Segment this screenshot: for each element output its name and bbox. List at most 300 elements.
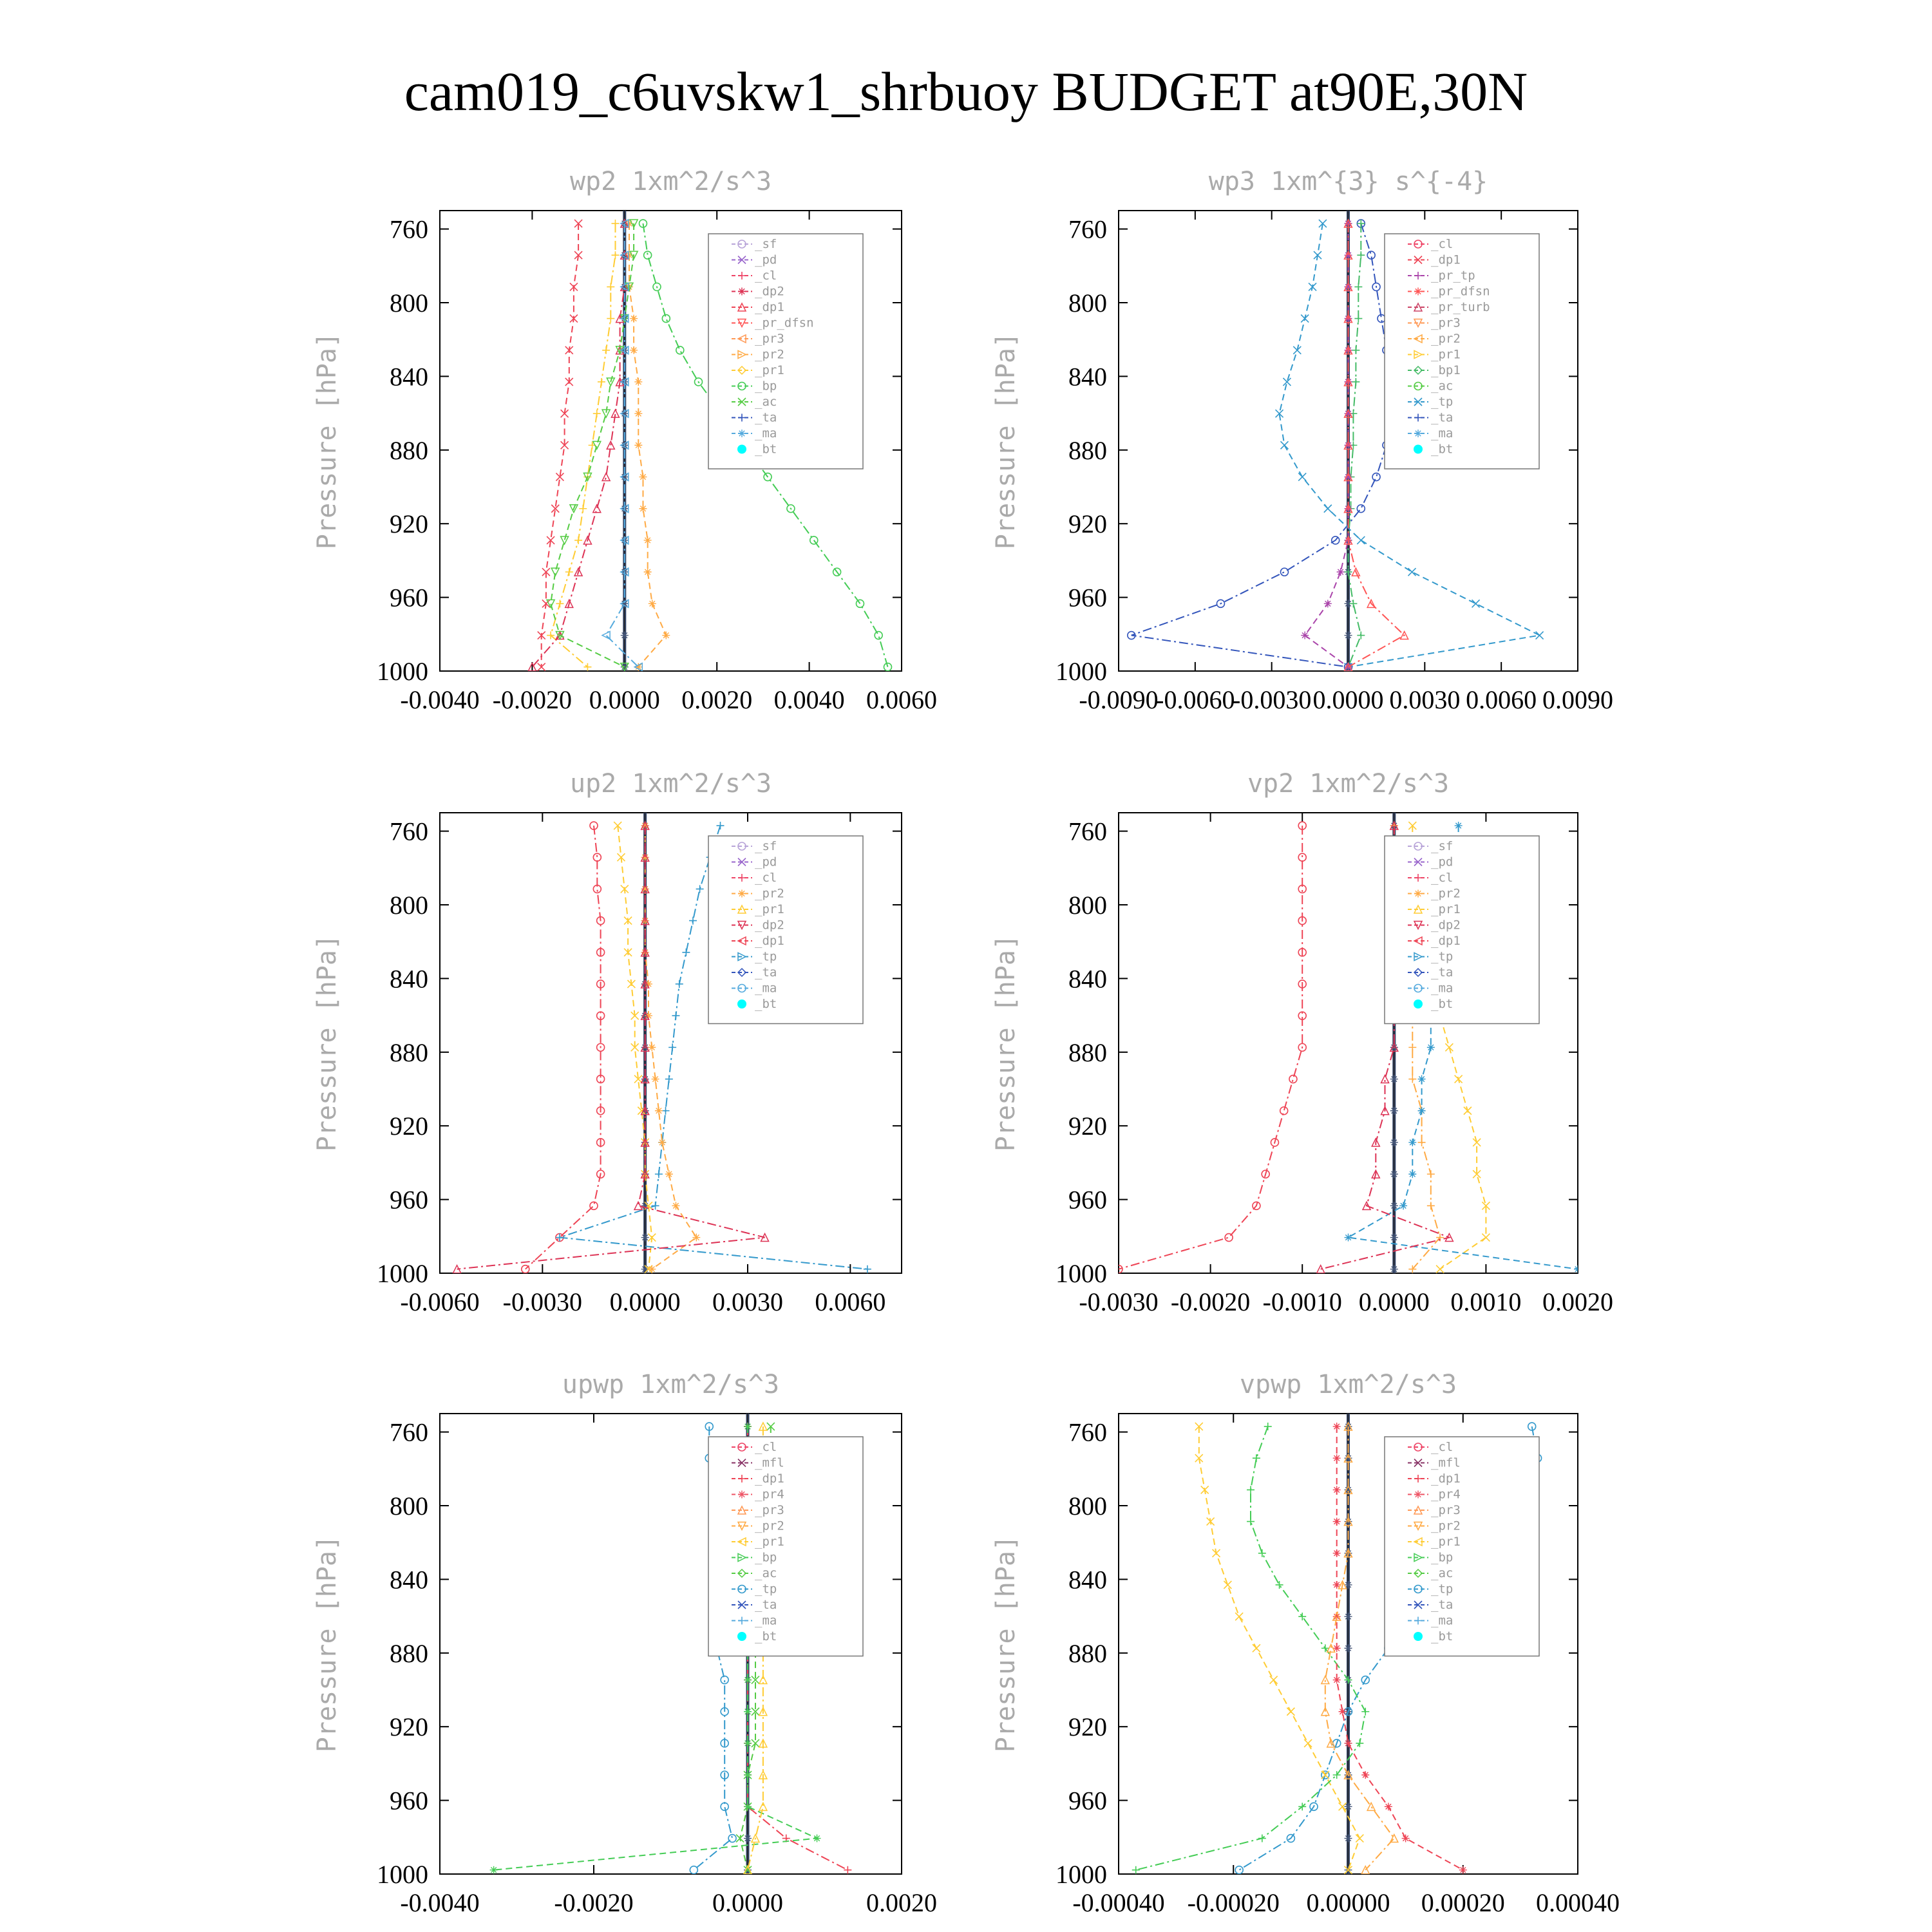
series-marker-pr2 bbox=[634, 410, 642, 417]
series-marker-dp1 bbox=[593, 853, 601, 861]
series-marker-pr1 bbox=[1270, 1676, 1278, 1684]
series-marker-pr1 bbox=[611, 251, 619, 259]
y-tick-label: 760 bbox=[390, 214, 428, 244]
y-tick-label: 840 bbox=[1068, 362, 1107, 392]
y-tick-label: 1000 bbox=[1056, 657, 1107, 686]
series-marker-flat bbox=[1390, 1170, 1398, 1178]
legend-label: _ac bbox=[755, 1566, 777, 1580]
series-marker-pr1 bbox=[1436, 1265, 1444, 1273]
series-marker-pr2 bbox=[665, 1170, 673, 1178]
series-marker-pr2 bbox=[1427, 1170, 1435, 1178]
x-tick-label: -0.0030 bbox=[502, 1287, 582, 1316]
series-marker-ta bbox=[1357, 505, 1365, 513]
series-marker-bp bbox=[744, 1676, 752, 1684]
legend-label: _bt bbox=[755, 997, 777, 1011]
series-marker-pr1 bbox=[1482, 1234, 1490, 1242]
series-marker-bp bbox=[744, 1708, 752, 1716]
series-marker-tp bbox=[689, 917, 697, 925]
chart-panel-6 bbox=[991, 1370, 1620, 1917]
series-marker-pr_tp bbox=[1324, 600, 1332, 607]
series-marker-tp bbox=[717, 822, 724, 829]
legend-label: _pr1 bbox=[755, 363, 784, 377]
legend-label: _dp1 bbox=[755, 300, 784, 314]
series-marker-bp1 bbox=[1352, 378, 1359, 386]
legend-label: _pr3 bbox=[755, 332, 784, 346]
series-marker-dp1 bbox=[1459, 1866, 1467, 1874]
y-tick-label: 1000 bbox=[377, 1860, 428, 1889]
legend-label: _bt bbox=[1431, 442, 1454, 457]
series-marker-tp bbox=[728, 1835, 736, 1842]
y-tick-label: 800 bbox=[1068, 1492, 1107, 1520]
y-tick-label: 880 bbox=[390, 435, 428, 465]
panel-title: wp3 1xm^{3} s^{-4} bbox=[1208, 167, 1488, 196]
x-tick-label: 0.0060 bbox=[866, 685, 937, 714]
legend-label: _pr4 bbox=[1431, 1487, 1461, 1502]
legend-box bbox=[1385, 836, 1539, 1024]
y-axis-label: Pressure [hPa] bbox=[991, 934, 1021, 1152]
series-marker-bp bbox=[744, 1739, 752, 1747]
y-axis-label: Pressure [hPa] bbox=[312, 1535, 342, 1753]
y-tick-label: 760 bbox=[390, 1417, 428, 1447]
x-tick-label: 0.0040 bbox=[773, 685, 845, 714]
series-marker-flat bbox=[621, 632, 629, 639]
legend-label: _ma bbox=[755, 981, 777, 996]
series-marker-dp1 bbox=[844, 1866, 851, 1874]
legend-label: _mfl bbox=[1431, 1455, 1461, 1470]
legend-label: _bp bbox=[1431, 1550, 1454, 1565]
panel-title: upwp 1xm^2/s^3 bbox=[562, 1370, 780, 1399]
series-marker-flat bbox=[1390, 1075, 1398, 1083]
series-marker-pr1 bbox=[579, 505, 587, 513]
series-marker-dp1 bbox=[1333, 1423, 1341, 1430]
series-marker-bp bbox=[813, 1835, 821, 1842]
series-marker-pr1 bbox=[1356, 1835, 1363, 1842]
y-tick-label: 800 bbox=[390, 1492, 428, 1520]
legend-label: _pr_tp bbox=[1431, 269, 1475, 283]
y-tick-label: 800 bbox=[390, 891, 428, 920]
series-marker-bp bbox=[744, 1771, 752, 1779]
y-tick-label: 960 bbox=[390, 1786, 428, 1815]
series-marker-pr2 bbox=[1427, 1202, 1435, 1209]
x-tick-label: 0.00020 bbox=[1421, 1888, 1505, 1917]
y-axis-label: Pressure [hPa] bbox=[991, 1535, 1021, 1753]
series-marker-tp bbox=[1418, 1107, 1426, 1115]
chart-panel-1 bbox=[312, 167, 937, 714]
series-marker-dp1 bbox=[1361, 1771, 1369, 1779]
legend-label: _pd bbox=[1431, 855, 1454, 869]
legend-label: _bt bbox=[1431, 997, 1454, 1011]
y-tick-label: 920 bbox=[1068, 509, 1107, 539]
legend-swatch bbox=[1414, 999, 1423, 1009]
series-marker-bp1 bbox=[1354, 283, 1362, 290]
series-marker-pr1 bbox=[1464, 1107, 1472, 1115]
legend-label: _tp bbox=[1431, 949, 1454, 964]
legend-label: _dp2 bbox=[755, 284, 784, 299]
legend-swatch bbox=[737, 999, 746, 1009]
y-tick-label: 920 bbox=[390, 1712, 428, 1742]
series-marker-ac bbox=[547, 600, 554, 607]
legend-label: _pr1 bbox=[755, 1535, 784, 1549]
series-marker-pr2 bbox=[1321, 1676, 1329, 1684]
series-marker-dp1 bbox=[1333, 1676, 1341, 1684]
series-marker-pr1 bbox=[602, 346, 610, 354]
y-tick-label: 960 bbox=[390, 1185, 428, 1215]
series-marker-tp bbox=[1536, 632, 1544, 639]
legend-marker bbox=[738, 890, 746, 898]
legend bbox=[708, 1437, 863, 1656]
series-marker-tp bbox=[1472, 600, 1480, 607]
series-marker-bp bbox=[1361, 1708, 1369, 1716]
series-marker-tp bbox=[1309, 283, 1316, 290]
panel-title: up2 1xm^2/s^3 bbox=[569, 769, 772, 799]
series-marker-pr2 bbox=[1408, 1043, 1416, 1051]
legend-label: _pr_turb bbox=[1431, 300, 1490, 314]
legend bbox=[1385, 1437, 1539, 1656]
series-marker-pr1 bbox=[1287, 1708, 1294, 1716]
legend-label: _tp bbox=[755, 949, 777, 964]
series-marker-bp bbox=[644, 251, 652, 259]
series-marker-pr1 bbox=[1224, 1581, 1231, 1589]
series-marker-flat bbox=[1390, 1265, 1398, 1273]
series-marker-flat bbox=[1390, 1234, 1398, 1242]
x-tick-label: -0.0040 bbox=[400, 1888, 480, 1917]
series-marker-tp bbox=[682, 949, 690, 956]
series-marker-tp bbox=[1301, 315, 1309, 323]
legend-label: _pr1 bbox=[1431, 1535, 1461, 1549]
series-marker-tp bbox=[1345, 1234, 1352, 1242]
x-tick-label: 0.0090 bbox=[1542, 685, 1613, 714]
series-marker-pr1 bbox=[1473, 1139, 1481, 1146]
y-tick-label: 960 bbox=[390, 583, 428, 612]
series-marker-tp bbox=[864, 1265, 871, 1273]
page-title: cam019_c6uvskw1_shrbuoy BUDGET at90E,30N bbox=[404, 61, 1528, 122]
series-marker-dp1 bbox=[1345, 1739, 1352, 1747]
series-marker-pr_tp bbox=[1345, 663, 1352, 671]
legend-label: _ta bbox=[755, 965, 777, 980]
series-marker-bp bbox=[1247, 1518, 1255, 1526]
legend-label: _ma bbox=[1431, 981, 1454, 996]
series-marker-pr2 bbox=[1408, 1075, 1416, 1083]
series-marker-dp1 bbox=[1289, 1075, 1297, 1083]
series-marker-bp bbox=[884, 663, 891, 671]
y-tick-label: 1000 bbox=[1056, 1860, 1107, 1889]
series-marker-tp bbox=[1408, 1170, 1416, 1178]
series-marker-tp bbox=[1408, 568, 1416, 576]
legend-label: _pr2 bbox=[1431, 1519, 1461, 1533]
legend-marker bbox=[1414, 288, 1422, 296]
series-marker-tp bbox=[652, 1202, 659, 1209]
series-marker-ta bbox=[1280, 568, 1288, 576]
series-line-dp1 bbox=[1119, 826, 1302, 1269]
series-marker-flat bbox=[744, 1835, 752, 1842]
series-marker-pr1 bbox=[1253, 1644, 1260, 1652]
chart-panel-2 bbox=[991, 167, 1613, 714]
y-tick-label: 800 bbox=[1068, 289, 1107, 317]
panel-title: vp2 1xm^2/s^3 bbox=[1247, 769, 1450, 799]
series-marker-dp1 bbox=[1333, 1518, 1341, 1526]
series-marker-dp1 bbox=[1333, 1486, 1341, 1493]
legend-label: _dp1 bbox=[755, 1472, 784, 1486]
legend-label: _ta bbox=[1431, 410, 1454, 425]
legend-label: _dp1 bbox=[1431, 252, 1461, 267]
x-tick-label: 0.0010 bbox=[1450, 1287, 1522, 1316]
series-marker-pr1 bbox=[1235, 1613, 1243, 1620]
legend-swatch bbox=[737, 1632, 746, 1641]
legend-label: _pr_dfsn bbox=[755, 316, 814, 330]
chart-panel-5 bbox=[312, 1370, 937, 1917]
series-marker-tp bbox=[1298, 473, 1306, 481]
y-axis-label: Pressure [hPa] bbox=[312, 332, 342, 550]
legend-label: _dp2 bbox=[755, 918, 784, 933]
x-tick-label: 0.0000 bbox=[1358, 1287, 1430, 1316]
series-marker-tp bbox=[1324, 505, 1332, 513]
series-marker-pr2 bbox=[655, 1107, 663, 1115]
series-marker-dp1 bbox=[1385, 1803, 1392, 1810]
series-marker-pr1 bbox=[1455, 1075, 1463, 1083]
x-tick-label: 0.0020 bbox=[1542, 1287, 1613, 1316]
series-marker-dp1 bbox=[1298, 853, 1306, 861]
y-tick-label: 960 bbox=[1068, 1185, 1107, 1215]
series-marker-pr_tp bbox=[1337, 568, 1345, 576]
legend-label: _pr2 bbox=[1431, 332, 1461, 346]
series-marker-dp1 bbox=[1333, 1454, 1341, 1462]
x-tick-label: 0.0000 bbox=[712, 1888, 783, 1917]
series-marker-pr2 bbox=[644, 568, 652, 576]
y-tick-label: 840 bbox=[390, 964, 428, 994]
y-tick-label: 760 bbox=[390, 817, 428, 846]
series-marker-bp1 bbox=[1352, 346, 1359, 354]
series-marker-flat bbox=[621, 663, 629, 671]
series-marker-tp bbox=[721, 1676, 728, 1684]
legend-label: _cl bbox=[755, 871, 777, 885]
series-marker-tp bbox=[668, 1043, 676, 1051]
series-marker-pr2 bbox=[639, 505, 647, 513]
legend-box bbox=[708, 836, 863, 1024]
chart-panel-4 bbox=[991, 769, 1613, 1316]
y-tick-label: 920 bbox=[390, 509, 428, 539]
x-tick-label: 0.0000 bbox=[1312, 685, 1384, 714]
series-marker-pr2 bbox=[644, 536, 652, 544]
series-marker-flat bbox=[1345, 1835, 1352, 1842]
x-tick-label: 0.0030 bbox=[712, 1287, 783, 1316]
y-tick-label: 840 bbox=[390, 1565, 428, 1595]
legend-label: _cl bbox=[1431, 237, 1454, 251]
series-marker-pr1 bbox=[1445, 1043, 1453, 1051]
series-marker-tp bbox=[672, 1012, 679, 1019]
y-tick-label: 880 bbox=[1068, 1638, 1107, 1668]
x-tick-label: -0.0010 bbox=[1262, 1287, 1342, 1316]
x-tick-label: 0.0030 bbox=[1389, 685, 1461, 714]
legend-label: _mfl bbox=[755, 1455, 784, 1470]
legend-label: _ac bbox=[1431, 1566, 1454, 1580]
series-line-dp1 bbox=[526, 826, 601, 1269]
chart-panel-3 bbox=[312, 769, 902, 1316]
series-marker-pr2 bbox=[672, 1202, 679, 1209]
y-tick-label: 1000 bbox=[377, 1259, 428, 1288]
series-marker-tp bbox=[1574, 1265, 1582, 1273]
series-marker-pr2 bbox=[1418, 1139, 1426, 1146]
legend bbox=[708, 234, 863, 469]
series-marker-bp bbox=[744, 1423, 752, 1430]
legend-label: _pr1 bbox=[755, 902, 784, 916]
panel-title: wp2 1xm^2/s^3 bbox=[569, 167, 772, 196]
legend-label: _ac bbox=[1431, 379, 1454, 393]
series-marker-flat bbox=[1345, 1613, 1352, 1620]
series-marker-tp bbox=[665, 1075, 673, 1083]
series-marker-bp bbox=[1276, 1581, 1283, 1589]
series-marker-flat bbox=[641, 1234, 649, 1242]
series-marker-pr2 bbox=[639, 473, 647, 481]
series-marker-bp bbox=[490, 1866, 498, 1874]
x-tick-label: -0.0040 bbox=[400, 685, 480, 714]
series-marker-tp bbox=[676, 980, 683, 988]
series-marker-pr2 bbox=[662, 632, 670, 639]
series-marker-pr1 bbox=[556, 600, 564, 607]
legend-label: _dp1 bbox=[1431, 1472, 1461, 1486]
series-marker-dp1 bbox=[1339, 1708, 1347, 1716]
series-marker-flat bbox=[1345, 632, 1352, 639]
legend-marker bbox=[738, 1491, 746, 1499]
x-tick-label: 0.00040 bbox=[1536, 1888, 1620, 1917]
legend-label: _dp1 bbox=[755, 934, 784, 948]
y-tick-label: 880 bbox=[1068, 1037, 1107, 1067]
legend-label: _ma bbox=[755, 1613, 777, 1628]
legend-label: _dp2 bbox=[1431, 918, 1461, 933]
legend-swatch bbox=[737, 445, 746, 454]
series-marker-tp bbox=[655, 1170, 663, 1178]
series-marker-pr_tp bbox=[1301, 632, 1309, 639]
legend-label: _dp1 bbox=[1431, 934, 1461, 948]
legend-marker bbox=[1414, 430, 1422, 437]
legend-label: _cl bbox=[1431, 871, 1454, 885]
legend-label: _ma bbox=[755, 426, 777, 440]
x-tick-label: 0.0000 bbox=[609, 1287, 681, 1316]
legend-label: _ta bbox=[1431, 965, 1454, 980]
legend-marker bbox=[738, 288, 746, 296]
legend-swatch bbox=[1414, 445, 1423, 454]
series-marker-bp1 bbox=[1357, 632, 1365, 639]
legend-label: _pr_dfsn bbox=[1431, 284, 1490, 299]
legend-swatch bbox=[1414, 1632, 1423, 1641]
y-tick-label: 840 bbox=[1068, 1565, 1107, 1595]
y-tick-label: 1000 bbox=[377, 657, 428, 686]
series-marker-flat bbox=[1345, 1454, 1352, 1462]
legend-label: _ma bbox=[1431, 426, 1454, 440]
x-tick-label: -0.0030 bbox=[1079, 1287, 1159, 1316]
series-marker-bp bbox=[1132, 1866, 1140, 1874]
x-tick-label: -0.00040 bbox=[1072, 1888, 1165, 1917]
series-marker-pr1 bbox=[598, 378, 605, 386]
series-marker-pr2 bbox=[630, 315, 638, 323]
x-tick-label: -0.0020 bbox=[1170, 1287, 1251, 1316]
x-tick-label: -0.0090 bbox=[1079, 685, 1159, 714]
x-tick-label: -0.0030 bbox=[1232, 685, 1312, 714]
x-tick-label: 0.0020 bbox=[681, 685, 753, 714]
series-marker-dp1 bbox=[1225, 1234, 1233, 1242]
series-marker-dp1 bbox=[522, 1265, 529, 1273]
legend-label: _pd bbox=[755, 252, 777, 267]
legend-label: _pr2 bbox=[1431, 886, 1461, 901]
legend-label: _tp bbox=[1431, 395, 1454, 409]
series-marker-dp1 bbox=[1280, 1107, 1288, 1115]
series-marker-bp bbox=[1258, 1835, 1266, 1842]
series-marker-bp bbox=[1264, 1423, 1272, 1430]
legend-label: _pr2 bbox=[755, 1519, 784, 1533]
series-marker-bp bbox=[1247, 1486, 1255, 1493]
y-tick-label: 920 bbox=[1068, 1112, 1107, 1141]
x-tick-label: -0.0020 bbox=[492, 685, 573, 714]
series-marker-tp bbox=[1280, 441, 1288, 449]
y-tick-label: 840 bbox=[1068, 964, 1107, 994]
legend-label: _ma bbox=[1431, 1613, 1454, 1628]
series-marker-pr2 bbox=[692, 1234, 700, 1242]
legend-marker bbox=[1414, 1491, 1422, 1499]
legend-label: _sf bbox=[755, 839, 777, 853]
series-marker-pr2 bbox=[652, 1075, 659, 1083]
legend-label: _cl bbox=[755, 1440, 777, 1454]
y-axis-label: Pressure [hPa] bbox=[991, 332, 1021, 550]
legend-label: _sf bbox=[1431, 839, 1454, 853]
series-marker-pr2 bbox=[649, 600, 656, 607]
legend bbox=[1385, 836, 1539, 1024]
legend-label: _pr2 bbox=[755, 347, 784, 362]
series-marker-bp bbox=[875, 632, 882, 639]
series-marker-tp bbox=[1418, 1075, 1426, 1083]
legend-label: _ta bbox=[755, 1598, 777, 1612]
series-marker-bp bbox=[1253, 1454, 1260, 1462]
y-tick-label: 800 bbox=[1068, 891, 1107, 920]
y-tick-label: 840 bbox=[390, 362, 428, 392]
series-marker-tp bbox=[1283, 378, 1291, 386]
panel-title: vpwp 1xm^2/s^3 bbox=[1239, 1370, 1457, 1399]
series-marker-pr1 bbox=[611, 220, 619, 227]
legend-label: _tp bbox=[1431, 1582, 1454, 1596]
x-tick-label: 0.0020 bbox=[866, 1888, 937, 1917]
legend-marker bbox=[738, 430, 746, 437]
y-tick-label: 960 bbox=[1068, 1786, 1107, 1815]
legend-label: _sf bbox=[755, 237, 777, 251]
x-tick-label: 0.0000 bbox=[589, 685, 660, 714]
x-tick-label: -0.0020 bbox=[554, 1888, 634, 1917]
series-marker-ta bbox=[1372, 473, 1380, 481]
x-tick-label: 0.0060 bbox=[1466, 685, 1537, 714]
series-marker-flat bbox=[1390, 1202, 1398, 1209]
series-marker-dp1 bbox=[1333, 1549, 1341, 1557]
series-marker-pr2 bbox=[630, 346, 638, 354]
legend-label: _bt bbox=[755, 1629, 777, 1643]
y-tick-label: 760 bbox=[1068, 214, 1107, 244]
series-marker-tp bbox=[1408, 1139, 1416, 1146]
series-marker-bp bbox=[662, 315, 670, 323]
series-marker-pr2 bbox=[641, 853, 649, 861]
legend-label: _bt bbox=[755, 442, 777, 457]
legend bbox=[708, 836, 863, 1024]
legend-label: _pr3 bbox=[1431, 1503, 1461, 1517]
legend-label: _cl bbox=[1431, 1440, 1454, 1454]
series-marker-pr2 bbox=[634, 441, 642, 449]
series-marker-tp bbox=[696, 885, 704, 893]
series-marker-pr1 bbox=[574, 536, 582, 544]
series-marker-pr2 bbox=[658, 1139, 666, 1146]
y-tick-label: 880 bbox=[390, 1638, 428, 1668]
series-marker-pr1 bbox=[583, 663, 591, 671]
series-marker-flat bbox=[1390, 1139, 1398, 1146]
legend-label: _pr3 bbox=[755, 1503, 784, 1517]
legend-box bbox=[1385, 1437, 1539, 1656]
x-tick-label: 0.0060 bbox=[815, 1287, 886, 1316]
x-tick-label: -0.0060 bbox=[400, 1287, 480, 1316]
series-marker-flat bbox=[1345, 1644, 1352, 1652]
